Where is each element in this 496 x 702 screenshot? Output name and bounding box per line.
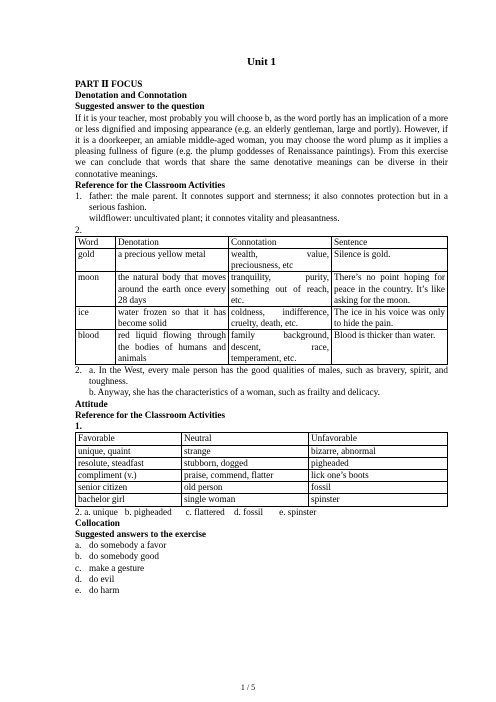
subheading-reference-1: Reference for the Classroom Activities [75, 179, 226, 190]
list-text: a. In the West, every male person has the good qualities of males, such as bravery, spirit, and toughness. [89, 365, 448, 387]
table-header: Unfavorable [309, 433, 448, 445]
table-header: Word [76, 236, 116, 248]
list-letter: b. [75, 551, 82, 562]
list-number: 2. [75, 365, 82, 376]
table-row [76, 457, 448, 469]
list-letter: d. [75, 573, 82, 584]
list-text: father: the male parent. It connotes support and sternness; it also connotes protection but in a serious fashion. [89, 191, 448, 213]
table-cell: compliment (v.) [76, 469, 182, 481]
denotation-table [75, 236, 448, 365]
table-cell: moon [76, 272, 116, 307]
list-letter: c. [75, 562, 82, 573]
section-heading-denotation: Denotation and Connotation [75, 90, 187, 101]
table-header: Neutral [182, 433, 309, 445]
subheading-suggested-exercise: Suggested answers to the exercise [75, 528, 206, 539]
list-item [75, 551, 448, 562]
table-cell: wealth, value, preciousness, etc [229, 249, 332, 272]
table-cell: pigheaded [309, 457, 448, 469]
table-cell: ice [76, 307, 116, 330]
list-subtext: b. Anyway, she has the characteristics of a woman, such as frailty and delicacy. [89, 387, 380, 398]
list-text: do somebody good [89, 551, 159, 562]
table-cell: Blood is thicker than water. [332, 330, 448, 365]
table-cell: unique, quaint [76, 445, 182, 457]
table-cell: family background, descent, race, temperament, etc. [229, 330, 332, 365]
table-cell: fossil [309, 482, 448, 494]
list-item [75, 574, 448, 585]
table-cell: There’s no point hoping for peace in the country. It’s like asking for the moon. [332, 272, 448, 307]
list-number-2: 2. [75, 224, 82, 235]
subheading-reference-2: Reference for the Classroom Activities [75, 409, 226, 420]
list-item-1 [75, 191, 448, 213]
table-cell: the natural body that moves around the earth once every 28 days [116, 272, 229, 307]
list-text: do evil [89, 573, 115, 584]
table-cell: a precious yellow metal [116, 249, 229, 272]
section-heading-attitude: Attitude [75, 398, 108, 409]
collocation-list [75, 540, 448, 596]
table-cell: Silence is gold. [332, 249, 448, 272]
table-cell: resolute, steadfast [76, 457, 182, 469]
table-cell: gold [76, 249, 116, 272]
list-letter: a. [75, 540, 82, 551]
list-text: do somebody a favor [89, 540, 167, 551]
table-cell: strange [182, 445, 309, 457]
part-heading: PART Ⅱ FOCUS [75, 79, 143, 89]
subheading-suggested-answer: Suggested answer to the question [75, 101, 205, 112]
table-cell: tranquility, purity, something out of reach, etc. [229, 272, 332, 307]
list-item [75, 540, 448, 551]
table-row [76, 249, 448, 272]
list-subtext: wildflower: uncultivated plant; it connotes vitality and pleasantness. [89, 213, 340, 224]
list-number: 1. [75, 191, 82, 202]
table-cell: bachelor girl [76, 494, 182, 506]
table-row [76, 445, 448, 457]
table-header: Connotation [229, 236, 332, 248]
list-item-2a [75, 365, 448, 387]
list-number-1: 1. [75, 421, 82, 432]
attitude-table [75, 432, 448, 506]
table-cell: single woman [182, 494, 309, 506]
section-heading-collocation: Collocation [75, 517, 120, 528]
table-cell: lick one’s boots [309, 469, 448, 481]
list-item [75, 563, 448, 574]
table-cell: blood [76, 330, 116, 365]
table-cell: stubborn, dogged [182, 457, 309, 469]
table-cell: The ice in his voice was only to hide the pain. [332, 307, 448, 330]
table-cell: senior citizen [76, 482, 182, 494]
list-letter: e. [75, 584, 82, 595]
table-header-row [76, 236, 448, 248]
table-header: Favorable [76, 433, 182, 445]
table-cell: red liquid flowing through the bodies of humans and animals [116, 330, 229, 365]
table-cell: water frozen so that it has become solid [116, 307, 229, 330]
table-header: Sentence [332, 236, 448, 248]
page-number: 1 / 5 [240, 683, 256, 692]
table-row [76, 482, 448, 494]
table-cell: bizarre, abnormal [309, 445, 448, 457]
table-header-row [76, 433, 448, 445]
table-header: Denotation [116, 236, 229, 248]
paragraph-answer: If it is your teacher, most probably you will choose b, as the word portly has an implication of a more or less dignified and imposing appearance (e.g. an elderly gentleman, large and portly). However, if it is a doorkeeper, an amiable middle-aged woman, you may choose the word plump as it implies a pleasing fullness of figure (e.g. the plump goddesses of Renaissance paintings). From this exercise we can conclude that words that share the same denotative meanings can be diverse in their connotative meanings. [75, 112, 448, 179]
list-text: do harm [89, 584, 120, 595]
table-cell: old person [182, 482, 309, 494]
table-row [76, 330, 448, 365]
list-item [75, 585, 448, 596]
table-row [76, 272, 448, 307]
table-row [76, 307, 448, 330]
table-cell: spinster [309, 494, 448, 506]
answers-line: 2. a. unique b. pigheaded c. flattered d. fossil e. spinster [75, 506, 317, 517]
page-title: Unit 1 [246, 56, 277, 68]
table-cell: praise, commend, flatter [182, 469, 309, 481]
table-cell: coldness, indifference, cruelty, death, etc. [229, 307, 332, 330]
list-text: make a gesture [89, 562, 145, 573]
table-row [76, 494, 448, 506]
table-row [76, 469, 448, 481]
